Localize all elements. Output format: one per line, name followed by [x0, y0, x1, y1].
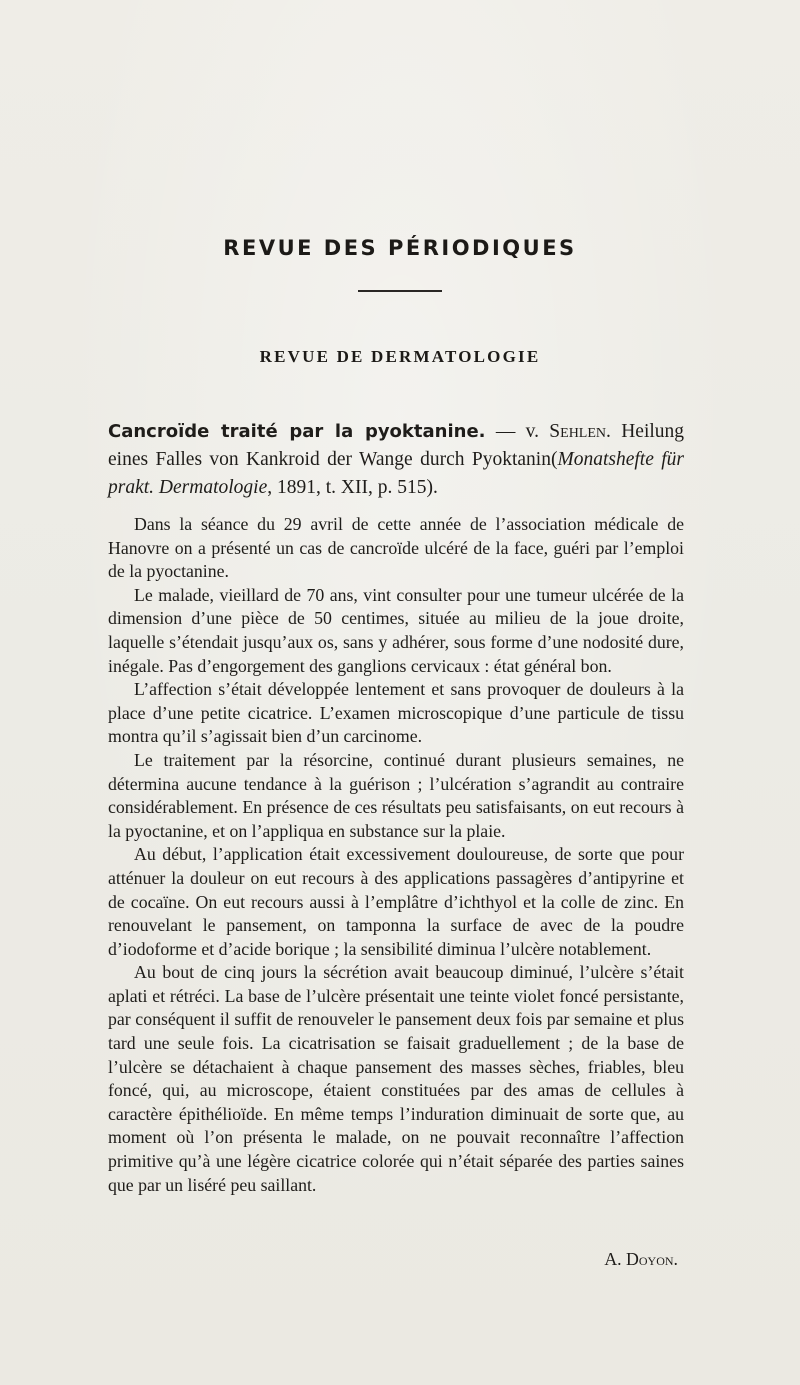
- article-heading: Cancroïde traité par la pyoktanine. — v. Sehlen. Heilung eines Falles von Kankroid der Wange durch Pyoktanin(Monatshefte für prakt. Dermatologie, 1891, t. XII, p. 515).: [108, 421, 685, 498]
- signature: A. Doyon.: [604, 1249, 678, 1269]
- author-prefix: v.: [525, 421, 539, 442]
- citation-details: 1891, t. XII, p. 515).: [276, 477, 438, 498]
- paragraph: Dans la séance du 29 avril de cette année de l’association médicale de Hanovre on a présenté un cas de cancroïde ulcéré de la face, guéri par l’emploi de la pyoctanine.: [108, 514, 684, 582]
- divider-rule: [358, 290, 442, 292]
- article-title: Cancroïde traité par la pyoktanine.: [108, 421, 486, 442]
- german-title: Heilung eines Falles von Kankroid der Wange durch Pyoktanin: [108, 421, 685, 470]
- paragraph: Le malade, vieillard de 70 ans, vint consulter pour une tumeur ulcérée de la dimension d’une pièce de 50 centimes, située au milieu de la joue droite, laquelle s’étendait jusqu’aux os, sans y adhérer, sous forme d’une nodosité dure, inégale. Pas d’engorgement des ganglions cervicaux : état général bon.: [108, 584, 684, 676]
- paragraph: Au début, l’application était excessivement douloureuse, de sorte que pour atténuer la douleur on eut recours à des applications passagères d’antipyrine et de cocaïne. On eut recours aussi à l’emplâtre d’ichthyol et la colle de zinc. En renouvelant le pansement, on tamponna la surface de avec de la poudre d’iodoforme et d’acide borique ; la sensibilité diminua l’ulcère notablement.: [108, 844, 684, 959]
- section-title: REVUE DE DERMATOLOGIE: [259, 347, 541, 366]
- paragraph: Au bout de cinq jours la sécrétion avait beaucoup diminué, l’ulcère s’était aplati et rétréci. La base de l’ulcère présentait une teinte violet foncé persistante, par conséquent il suffit de renouveler le pansement deux fois par semaine et plus tard une seule fois. La cicatrisation se faisait graduellement ; de la base de l’ulcère se détachaient à chaque pansement des masses sèches, friables, bleu foncé, qui, au microscope, étaient constituées par des amas de cellules à caractère épithélioïde. En même temps l’induration diminuait de sorte que, au moment où l’on présenta le malade, on ne pouvait reconnaître l’affection primitive qu’à une légère cicatrice colorée qui n’était séparée des parties saines que par un liséré peu saillant.: [108, 962, 684, 1195]
- title-dash: —: [495, 421, 516, 442]
- paragraph: L’affection s’était développée lentement et sans provoquer de douleurs à la place d’une petite cicatrice. L’examen microscopique d’une particule de tissu montra qu’il s’agissait bien d’un carcinome.: [108, 679, 684, 747]
- journal-name: Monatshefte für prakt. Dermatologie: [108, 449, 684, 498]
- paragraph: Le traitement par la résorcine, continué durant plusieurs semaines, ne détermina aucune tendance à la guérison ; l’ulcération s’agrandit au contraire considérablement. En présence de ces résultats peu satisfaisants, on eut recours à la pyoctanine, et on l’appliqua en substance sur la plaie.: [108, 749, 684, 841]
- article-body: [108, 513, 684, 1197]
- author-name: Sehlen: [549, 421, 607, 442]
- running-head: REVUE DES PÉRIODIQUES: [223, 236, 577, 260]
